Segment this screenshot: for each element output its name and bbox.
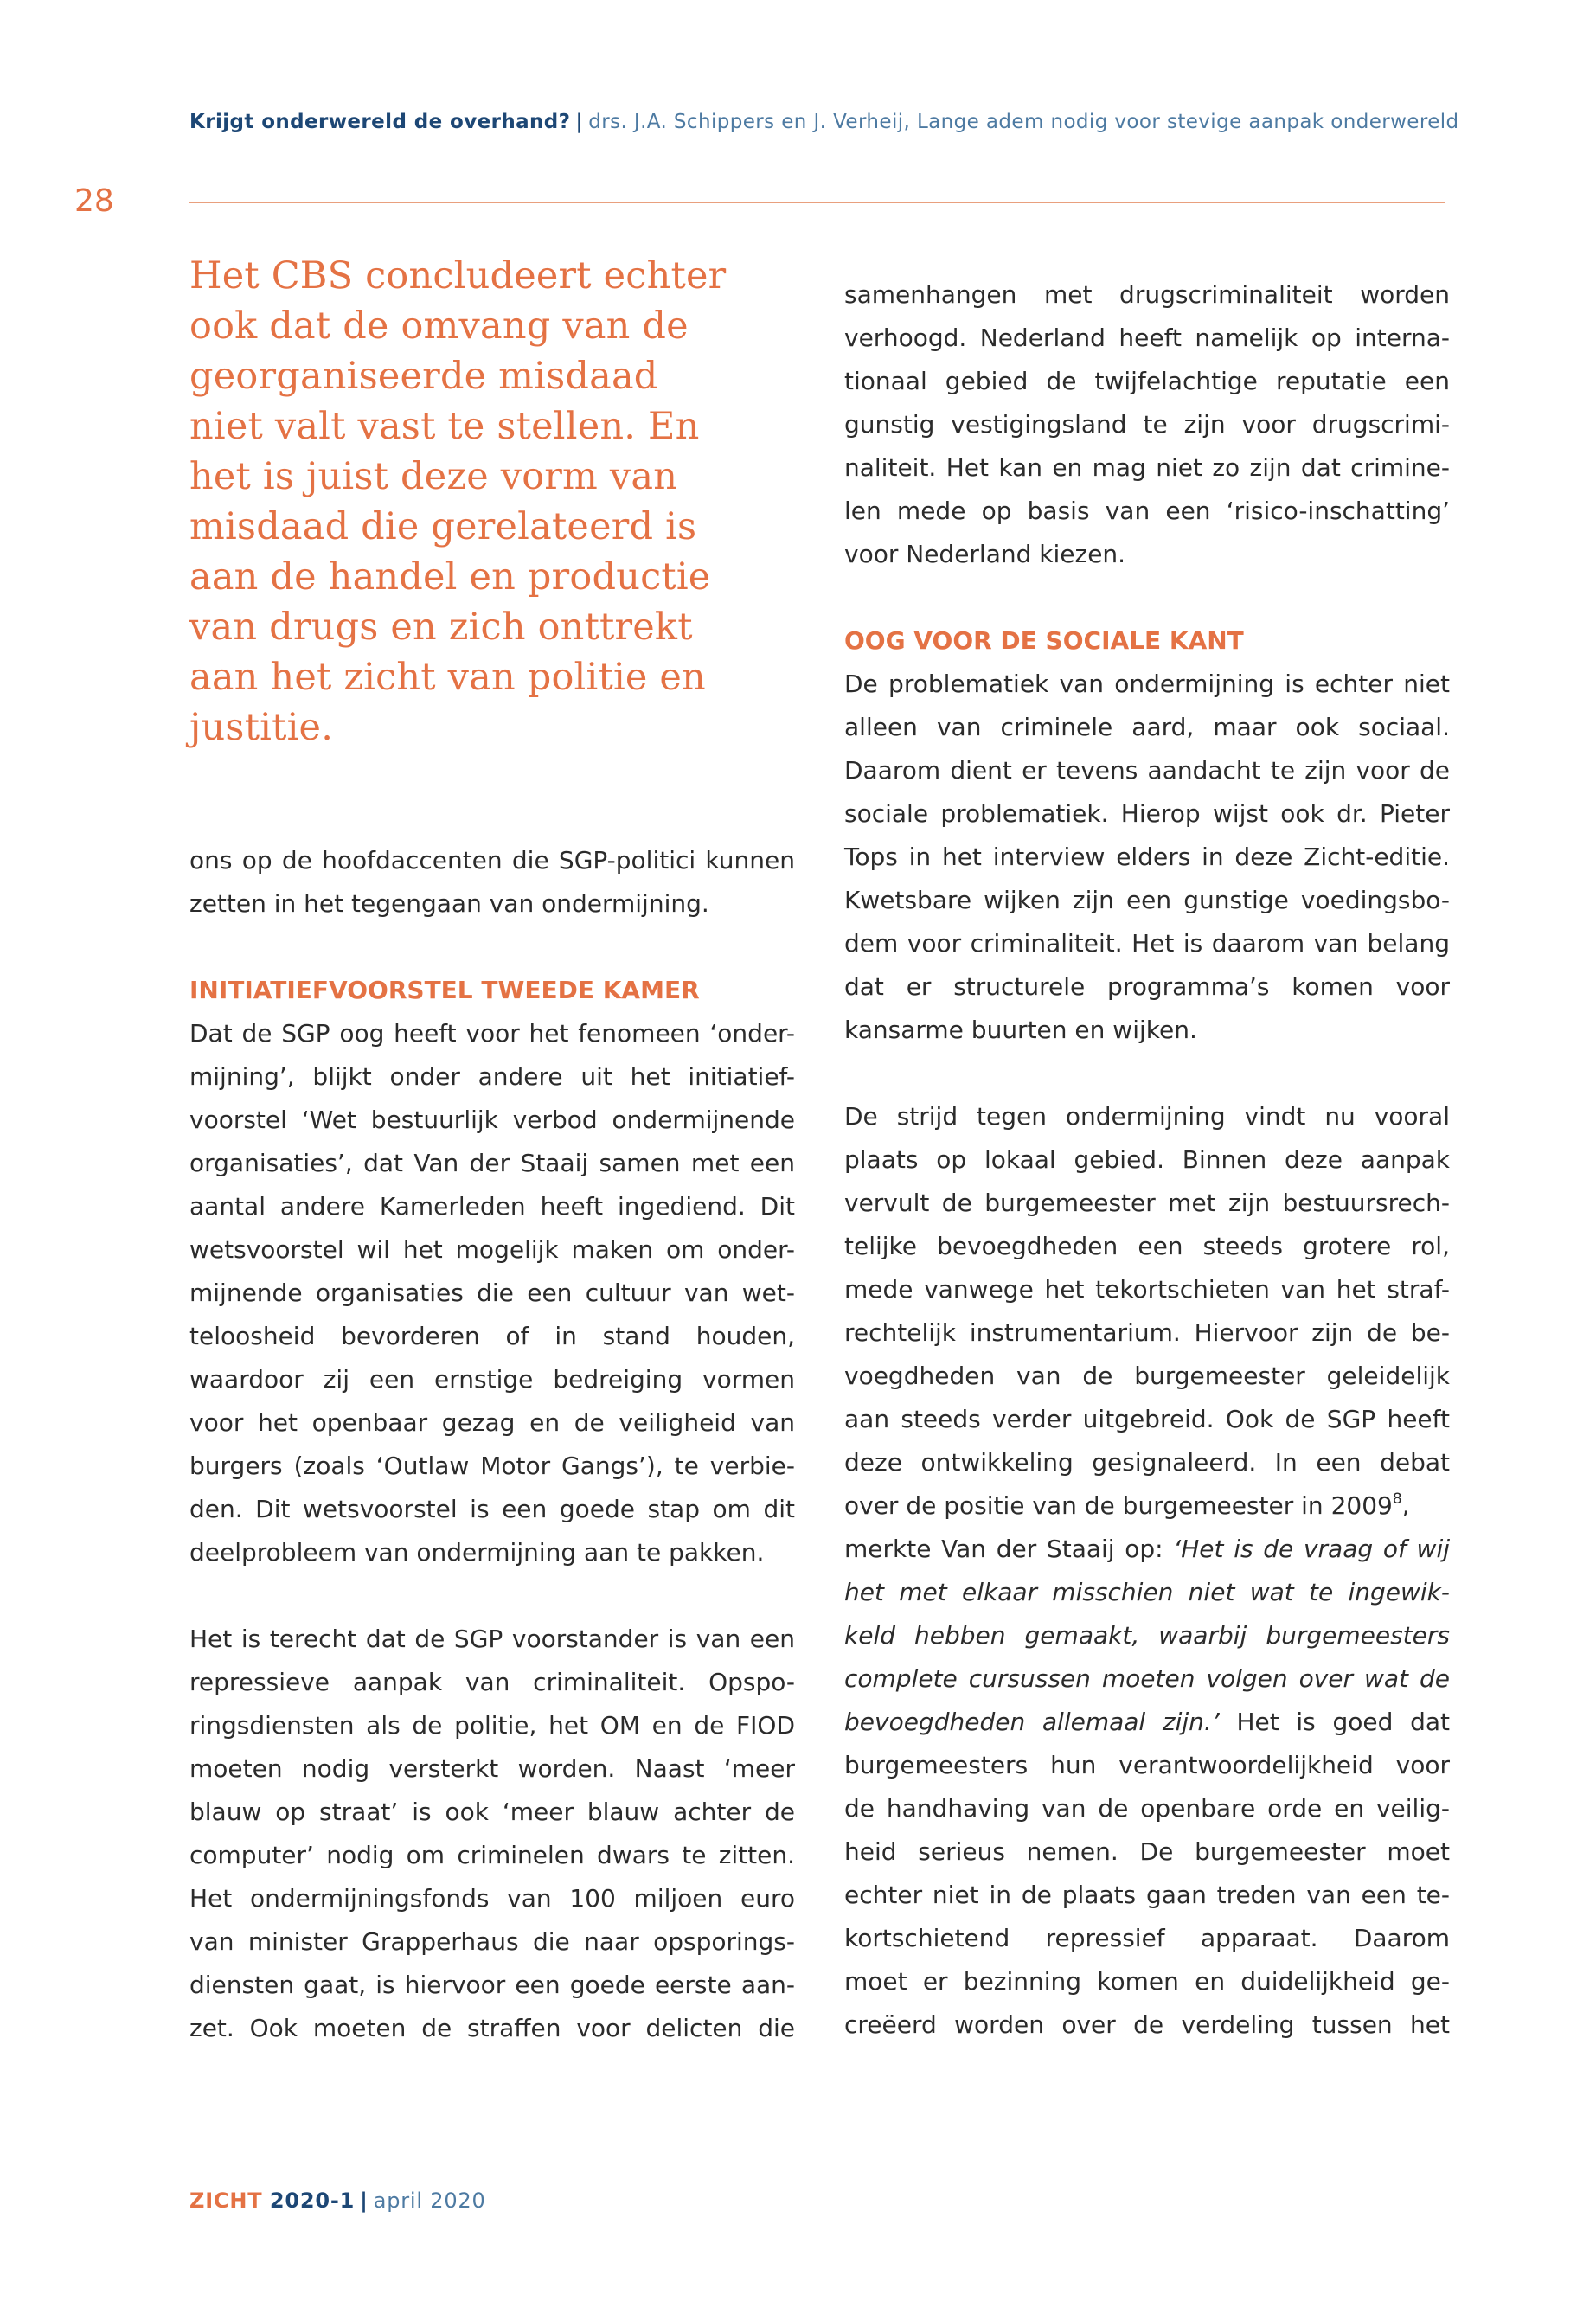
quote-line: complete cursussen moeten volgen over wat de: [844, 1664, 1450, 1693]
pull-quote-line: aan het zicht van politie en: [189, 656, 706, 699]
text-fragment: ,: [1401, 1491, 1410, 1520]
text-line: Het is terecht dat de SGP voorstander is van een: [189, 1625, 795, 1653]
text-line: computer’ nodig om criminelen dwars te zitten.: [189, 1841, 795, 1869]
text-line: mijnende organisaties die een cultuur van wet-: [189, 1279, 795, 1307]
footer-issue: 2020-1: [269, 2189, 356, 2213]
text-line: dem voor criminaliteit. Het is daarom van belang: [844, 929, 1450, 958]
text-line: verhoogd. Nederland heeft namelijk op interna-: [844, 324, 1450, 352]
text-line: wetsvoorstel wil het mogelijk maken om onder-: [189, 1235, 795, 1264]
footer: [189, 2189, 486, 2213]
text-line: aantal andere Kamerleden heeft ingediend. Dit: [189, 1192, 795, 1221]
text-line: zet. Ook moeten de straffen voor delicten die: [189, 2014, 795, 2042]
text-line: len mede op basis van een ‘risico-inschatting’: [844, 497, 1450, 525]
section-heading-sociale-kant: OOG VOOR DE SOCIALE KANT: [844, 626, 1244, 655]
text-fragment: merkte Van der Staaij op:: [844, 1535, 1174, 1563]
text-line: deelprobleem van ondermijning aan te pakken.: [189, 1538, 765, 1567]
pull-quote-line: aan de handel en productie: [189, 555, 711, 599]
text-line: ringsdiensten als de politie, het OM en de FIOD: [189, 1711, 795, 1740]
pull-quote-line: het is juist deze vorm van: [189, 455, 678, 498]
text-line: De problematiek van ondermijning is echter niet: [844, 670, 1450, 698]
text-line: Kwetsbare wijken zijn een gunstige voedingsbo-: [844, 886, 1450, 914]
paragraph-drugscriminaliteit: [844, 273, 1450, 576]
text-line: voegdheden van de burgemeester geleidelijk: [844, 1362, 1450, 1390]
text-line: teloosheid bevorderen of in stand houden,: [189, 1322, 795, 1350]
running-header-title: Krijgt onderwereld de overhand?: [189, 111, 571, 133]
quote-line: het met elkaar misschien niet wat te ingewik-: [844, 1578, 1450, 1606]
text-line: mijning’, blijkt onder andere uit het initiatief-: [189, 1062, 795, 1091]
text-line: telijke bevoegdheden een steeds grotere rol,: [844, 1232, 1450, 1260]
header-divider: [189, 202, 1445, 203]
text-line: voorstel ‘Wet bestuurlijk verbod ondermijnende: [189, 1106, 795, 1134]
text-line: mede vanwege het tekortschieten van het straf-: [844, 1275, 1450, 1304]
text-line: tionaal gebied de twijfelachtige reputatie een: [844, 367, 1450, 395]
text-line: samenhangen met drugscriminaliteit worden: [844, 280, 1450, 309]
text-line: voor het openbaar gezag en de veiligheid van: [189, 1408, 795, 1437]
pull-quote-line: niet valt vast te stellen. En: [189, 405, 700, 448]
text-line: kansarme buurten en wijken.: [844, 1016, 1197, 1044]
section-heading-initiatiefvoorstel: INITIATIEFVOORSTEL TWEEDE KAMER: [189, 976, 700, 1004]
footer-date: april 2020: [373, 2189, 486, 2213]
text-line: De strijd tegen ondermijning vindt nu vooral: [844, 1102, 1450, 1131]
pull-quote-line: justitie.: [189, 706, 334, 749]
running-header-subtitle: drs. J.A. Schippers en J. Verheij, Lange adem nodig voor stevige aanpak onderwereld: [588, 111, 1459, 133]
paragraph-repressieve-aanpak: [189, 1618, 795, 2050]
left-column: [189, 839, 795, 2050]
text-line: van minister Grapperhaus die naar opsporings-: [189, 1927, 795, 1956]
text-line: zetten in het tegengaan van ondermijning.: [189, 889, 709, 918]
text-line: moeten nodig versterkt worden. Naast ‘meer: [189, 1754, 795, 1783]
pull-quote-line: van drugs en zich onttrekt: [189, 606, 693, 649]
page-number: 28: [74, 183, 114, 219]
text-line: sociale problematiek. Hierop wijst ook dr. Pieter: [844, 799, 1450, 828]
paragraph-sociale-kant: [844, 663, 1450, 1052]
paragraph-burgemeester: [844, 1095, 1450, 2047]
text-line: de handhaving van de openbare orde en veilig-: [844, 1794, 1450, 1823]
pull-quote-line: Het CBS concludeert echter: [189, 254, 727, 298]
footer-separator: |: [360, 2189, 369, 2213]
text-line: kortschietend repressief apparaat. Daarom: [844, 1924, 1450, 1952]
text-line: Het ondermijningsfonds van 100 miljoen euro: [189, 1884, 795, 1913]
text-line: gunstig vestigingsland te zijn voor drugscrimi-: [844, 410, 1450, 439]
text-line: Tops in het interview elders in deze Zicht-editie.: [844, 843, 1450, 871]
text-line: Dat de SGP oog heeft voor het fenomeen ‘onder-: [189, 1019, 795, 1048]
text-line: echter niet in de plaats gaan treden van een te-: [844, 1881, 1450, 1909]
quote-fragment: ‘Het is de vraag of wij: [1173, 1535, 1450, 1563]
text-line: blauw op straat’ is ook ‘meer blauw achter de: [189, 1798, 795, 1826]
text-line: Daarom dient er tevens aandacht te zijn voor de: [844, 756, 1450, 785]
text-line: diensten gaat, is hiervoor een goede eerste aan-: [189, 1971, 795, 1999]
text-line: burgemeesters hun verantwoordelijkheid voor: [844, 1751, 1450, 1779]
paragraph-initiatiefvoorstel: [189, 1012, 795, 1574]
text-line: den. Dit wetsvoorstel is een goede stap om dit: [189, 1495, 795, 1523]
running-header-separator: |: [575, 111, 584, 133]
quote-line: keld hebben gemaakt, waarbij burgemeesters: [844, 1621, 1450, 1650]
pull-quote: [189, 251, 778, 753]
text-fragment: over de positie van de burgemeester in 2009: [844, 1491, 1393, 1520]
running-header: [189, 111, 1459, 133]
right-column: [844, 273, 1450, 2047]
text-line: vervult de burgemeester met zijn bestuursrech-: [844, 1189, 1450, 1217]
text-line: [844, 1484, 1450, 1528]
text-line: rechtelijk instrumentarium. Hiervoor zijn de be-: [844, 1318, 1450, 1347]
footnote-marker: 8: [1392, 1490, 1402, 1508]
text-line: heid serieus nemen. De burgemeester moet: [844, 1837, 1450, 1866]
text-line: dat er structurele programma’s komen voor: [844, 972, 1450, 1001]
footer-brand: ZICHT: [189, 2189, 263, 2213]
text-line: creëerd worden over de verdeling tussen het: [844, 2010, 1450, 2039]
quote-fragment: bevoegdheden allemaal zijn.’: [844, 1708, 1220, 1736]
text-line: burgers (zoals ‘Outlaw Motor Gangs’), te verbie-: [189, 1452, 795, 1480]
text-line: [844, 1528, 1450, 1571]
text-line: repressieve aanpak van criminaliteit. Opspo-: [189, 1668, 795, 1696]
intro-paragraph: [189, 839, 795, 926]
text-line: voor Nederland kiezen.: [844, 540, 1126, 568]
text-line: naliteit. Het kan en mag niet zo zijn dat crimine-: [844, 453, 1450, 482]
text-fragment: Het is goed dat: [1219, 1708, 1450, 1736]
text-line: deze ontwikkeling gesignaleerd. In een debat: [844, 1448, 1450, 1477]
text-line: moet er bezinning komen en duidelijkheid ge-: [844, 1967, 1450, 1996]
pull-quote-line: ook dat de omvang van de: [189, 304, 689, 348]
text-line: aan steeds verder uitgebreid. Ook de SGP heeft: [844, 1405, 1450, 1433]
pull-quote-line: misdaad die gerelateerd is: [189, 505, 697, 548]
text-line: organisaties’, dat Van der Staaij samen met een: [189, 1149, 795, 1177]
text-line: [844, 1701, 1450, 1744]
text-line: waardoor zij een ernstige bedreiging vormen: [189, 1365, 795, 1394]
text-line: plaats op lokaal gebied. Binnen deze aanpak: [844, 1145, 1450, 1174]
text-line: alleen van criminele aard, maar ook sociaal.: [844, 713, 1450, 741]
pull-quote-line: georganiseerde misdaad: [189, 355, 658, 398]
text-line: ons op de hoofdaccenten die SGP-politici kunnen: [189, 846, 795, 875]
